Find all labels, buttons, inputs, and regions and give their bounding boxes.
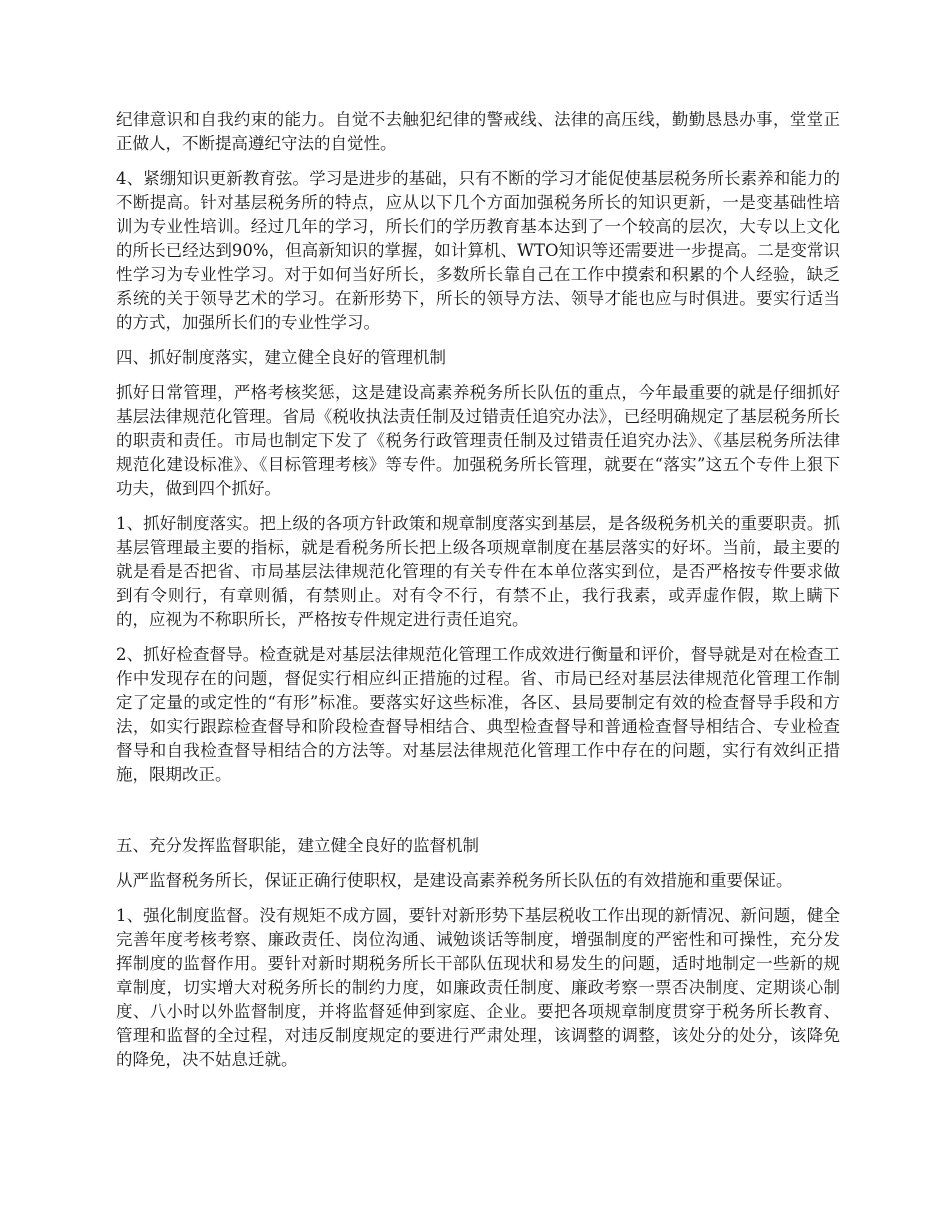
paragraph-strict-supervision: 从严监督税务所长，保证正确行使职权，是建设高素养税务所长队伍的有效措施和重要保证。 [116,871,793,890]
section-heading-5: 五、充分发挥监督职能，建立健全良好的监督机制 [116,836,479,855]
paragraph-daily-management: 抓好日常管理，严格考核奖惩，这是建设高素养税务所长队伍的重点，今年最重要的就是仔细抓好基层法律规范化管理。省局《税收执法责任制及过错责任追究办法》，已经明确规定了基层税务所长的职责和责任。市局也制定下发了《税务行政管理责任制及过错责任追究办法》、《基层税务所法律规范化建设标准》、《目标管理考核》等专件。加强税务所长管理，就要在“落实”这五个专件上狠下功夫，做到四个抓好。 [116,383,840,498]
paragraph-knowledge-update: 4、紧绷知识更新教育弦。学习是进步的基础，只有不断的学习才能促使基层税务所长素养和能力的不断提高。针对基层税务所的特点，应从以下几个方面加强税务所长的知识更新，一是变基础性培训为专业性培训。经过几年的学习，所长们的学历教育基本达到了一个较高的层次，大专以上文化的所长已经达到90%，但高新知识的掌握，如计算机、WTO知识等还需要进一步提高。二是变常识性学习为专业性学习。对于如何当好所长，多数所长靠自己在工作中摸索和积累的个人经验，缺乏系统的关于领导艺术的学习。在新形势下，所长的领导方法、领导才能也应与时俱进。要实行适当的方式，加强所长们的专业性学习。 [116,169,840,332]
paragraph-system-supervision: 1、强化制度监督。没有规矩不成方圆，要针对新形势下基层税收工作出现的新情况、新问题，健全完善年度考核考察、廉政责任、岗位沟通、诫勉谈话等制度，增强制度的严密性和可操性，充分发挥制度的监督作用。要针对新时期税务所长干部队伍现状和易发生的问题，适时地制定一些新的规章制度，切实增大对税务所长的制约力度，如廉政责任制度、廉政考察一票否决制度、定期谈心制度、八小时以外监督制度，并将监督延伸到家庭、企业。要把各项规章制度贯穿于税务所长教育、管理和监督的全过程，对违反制度规定的要进行严肃处理，该调整的调整，该处分的处分，该降免的降免，决不姑息迁就。 [116,906,840,1069]
section-heading-4: 四、抓好制度落实，建立健全良好的管理机制 [116,348,446,367]
paragraph-discipline: 纪律意识和自我约束的能力。自觉不去触犯纪律的警戒线、法律的高压线，勤勤恳恳办事，堂堂正正做人，不断提高遵纪守法的自觉性。 [116,110,840,153]
document-body [116,108,840,1083]
paragraph-system-implementation: 1、抓好制度落实。把上级的各项方针政策和规章制度落实到基层，是各级税务机关的重要职责。抓基层管理最主要的指标，就是看税务所长把上级各项规章制度在基层落实的好坏。当前，最主要的就是看是否把省、市局基层法律规范化管理的有关专件在本单位落实到位，是否严格按专件要求做到有令则行，有章则循，有禁则止。对有令不行，有禁不止，我行我素，或弄虚作假，欺上瞒下的，应视为不称职所长，严格按专件规定进行责任追究。 [116,514,840,629]
paragraph-inspection-supervision: 2、抓好检查督导。检查就是对基层法律规范化管理工作成效进行衡量和评价，督导就是对在检查工作中发现存在的问题，督促实行相应纠正措施的过程。省、市局已经对基层法律规范化管理工作制定了定量的或定性的“有形”标准。要落实好这些标准，各区、县局要制定有效的检查督导手段和方法，如实行跟踪检查督导和阶段检查督导相结合、典型检查督导和普通检查督导相结合、专业检查督导和自我检查督导相结合的方法等。对基层法律规范化管理工作中存在的问题，实行有效纠正措施，限期改正。 [116,645,840,784]
